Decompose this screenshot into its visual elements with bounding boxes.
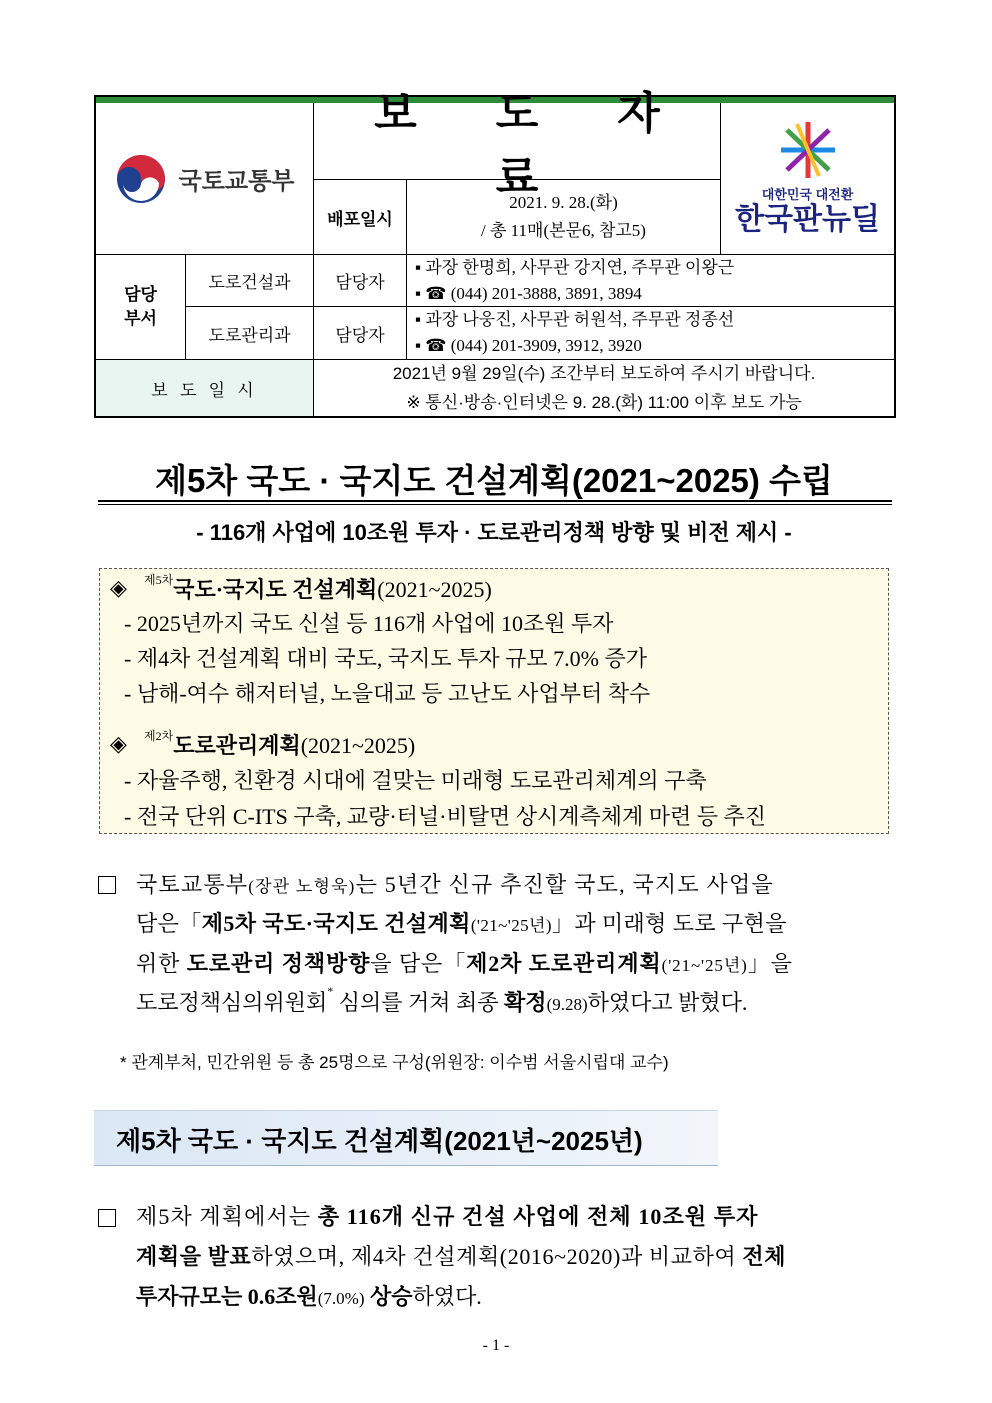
text-run: 총 116개 신규 건설 사업에 전체 10조원 투자 [317,1204,759,1229]
contact-names: ▪ 과장 나웅진, 사무관 허원석, 주무관 정종선 [415,310,735,329]
text-run: (장관 노형욱) [248,877,356,896]
text-run: 하였다고 밝혔다. [587,990,748,1015]
text-run: 도로정책심의위원회 [136,990,328,1015]
contact-header-l1: 담당 [124,285,157,304]
text-run: 」과 미래형 도로 구현을 [551,911,787,936]
paragraph-line [136,1240,786,1271]
text-run: 계획을 발표 [136,1244,252,1269]
ministry-logo [115,153,295,205]
dept-cell [186,255,314,307]
summary-item-sup: 제5차 [144,573,174,587]
summary-item-sup: 제2차 [144,729,174,743]
text-run: 전체 [742,1244,787,1269]
release-text-cell [314,360,894,416]
contact-phone: ▪ ☎ (044) 201-3909, 3912, 3920 [415,336,642,355]
summary-item-name: 국도·국지도 건설계획 [173,577,378,602]
press-title-cell [314,89,721,202]
diamond-bullet-icon: ◈ [110,731,127,756]
section-heading-box [94,1110,718,1166]
ministry-logo-cell [96,103,314,255]
contact-header-cell [96,255,186,360]
footnote-marker: * [327,984,334,998]
paragraph-line [136,947,793,978]
text-run: (9.28) [546,995,588,1014]
page-subtitle: - 116개 사업에 10조원 투자 · 도로관리정책 방향 및 비전 제시 - [196,520,792,545]
dist-pages: / 총 11매(본문6, 참고5) [481,221,646,240]
text-run: 제5차 계획에서는 [136,1204,318,1229]
role-label: 담당자 [335,325,385,345]
text-run: 상승 [364,1284,413,1309]
text-run: ('21~'25년) [470,916,552,935]
page-title: 제5차 국도 · 국지도 건설계획(2021~2025) 수립 [155,462,833,499]
contact-cell [407,307,894,360]
summary-item-title [144,573,492,604]
dept-name: 도로관리과 [208,325,291,345]
text-run: 국토교통부 [136,872,249,897]
dist-label-cell [314,180,407,255]
summary-line: - 전국 단위 C-ITS 구축, 교량·터널·비탈면 상시계측체계 마련 등 추진 [124,804,767,829]
paragraph-line [136,1200,759,1231]
summary-line: - 제4차 건설계획 대비 국도, 국지도 투자 규모 7.0% 증가 [124,646,647,671]
text-run: 하였으며, 제4차 건설계획(2016~2020)과 비교하여 [251,1244,743,1269]
title-underline-thin [98,504,892,505]
text-run: 제5차 국도·국지도 건설계획 [201,911,471,936]
summary-line: - 자율주행, 친환경 시대에 걸맞는 미래형 도로관리체계의 구축 [124,768,707,793]
dist-date: 2021. 9. 28.(화) [509,193,618,212]
role-label: 담당자 [335,273,385,292]
role-cell [314,255,407,307]
dist-value-cell [407,180,721,255]
text-run: 는 5년간 신규 추진할 국도, 국지도 사업을 [355,872,774,897]
release-label-cell [96,360,314,416]
contact-header-l2: 부서 [124,309,157,328]
paragraph-line [136,1280,482,1311]
text-run: (7.0%) [317,1289,365,1308]
role-cell [314,307,407,360]
summary-item-period: (2021~2025) [377,577,492,602]
text-run: 투자규모는 0.6조원 [136,1284,318,1309]
diamond-bullet-icon: ◈ [110,575,127,600]
title-underline [98,500,892,502]
dept-name: 도로건설과 [208,273,291,292]
summary-item-title [144,729,415,760]
summary-item-name: 도로관리계획 [173,733,301,758]
dist-label: 배포일시 [327,209,393,229]
text-run: 을 담은「 [370,951,467,976]
contact-names: ▪ 과장 한명희, 사무관 강지연, 주무관 이왕근 [415,258,735,277]
text-run: 확정 [504,990,547,1015]
text-run: 도로관리 정책방향 [186,951,371,976]
contact-cell [407,255,894,307]
text-run: 심의를 거쳐 최종 [333,990,505,1015]
paragraph-line [136,868,774,899]
press-header-table [94,89,896,418]
text-run: 」을 [747,951,793,976]
page-number: - 1 - [482,1337,510,1354]
newdeal-name: 한국판뉴딜 [735,203,880,236]
dept-cell [186,307,314,360]
text-run: ('21~'25년) [661,956,748,975]
release-line-2: ※ 통신·방송·인터넷은 9. 28.(화) 11:00 이후 보도 가능 [406,393,802,412]
text-run: 위한 [136,951,187,976]
summary-item-period: (2021~2025) [300,733,416,758]
taegeuk-emblem-icon [115,153,167,205]
contact-phone: ▪ ☎ (044) 201-3888, 3891, 3894 [415,284,642,303]
ministry-name: 국토교통부 [178,168,295,195]
paragraph-checkbox-icon [98,876,116,894]
paragraph-checkbox-icon [98,1209,116,1227]
text-run: 제2차 도로관리계획 [466,951,662,976]
newdeal-emblem-icon [771,120,845,180]
text-run: 하였다. [412,1284,482,1309]
paragraph-line [136,907,787,938]
release-label: 보 도 일 시 [151,380,258,400]
release-line-1: 2021년 9월 29일(수) 조간부터 보도하여 주시기 바랍니다. [392,364,816,383]
summary-box [99,568,889,834]
summary-line: - 남해-여수 해저터널, 노을대교 등 고난도 사업부터 착수 [124,681,651,706]
text-run: 담은「 [136,911,202,936]
section-title: 제5차 국도 · 국지도 건설계획(2021년~2025년) [116,1126,643,1156]
footnote: * 관계부처, 민간위원 등 총 25명으로 구성(위원장: 이수범 서울시립대 교수) [120,1053,669,1072]
paragraph-line [136,986,747,1017]
newdeal-logo-cell [721,103,894,255]
press-title: 보 도 자 료 [374,89,694,202]
summary-line: - 2025년까지 국도 신설 등 116개 사업에 10조원 투자 [124,611,614,636]
newdeal-tagline: 대한민국 대전환 [761,187,854,202]
